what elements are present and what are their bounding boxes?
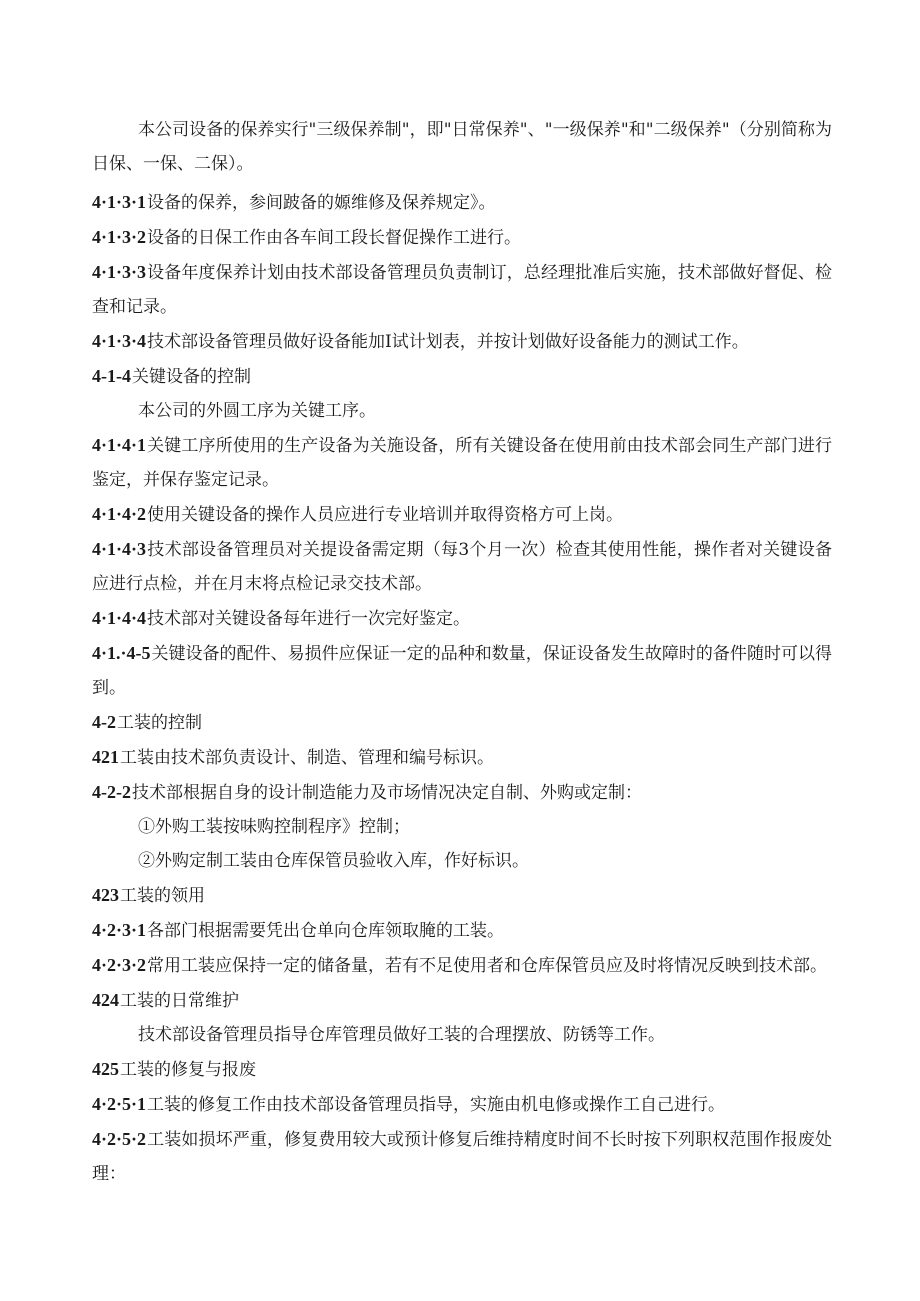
clause-text: 使用关键设备的操作人员应进行专业培训并取得资格方可上岗。 [147,505,624,525]
clause-text: 工装由技术部负责设计、制造、管理和编号标识。 [120,748,494,768]
section-title: 工装的领用 [120,886,205,906]
clause-4-1-4-1 [92,428,832,497]
clause-4-1-4-4 [92,601,832,636]
clause-4-1-3-4 [92,324,832,359]
section-title: 工装的日常维护 [120,991,239,1011]
clause-number: 4·1·3·1 [92,192,147,212]
section-number: 423 [92,885,119,905]
clause-text: 各部门根据需要凭出仓单向仓库领取腌的工装。 [147,921,505,941]
section-title: 关键设备的控制 [132,367,251,387]
clause-number: 4-2-2 [92,782,131,802]
clause-text: 技术部对关键设备每年进行一次完好鉴定。 [147,609,471,629]
clause-number: 4·1.·4-5 [92,643,151,663]
clause-number: 4·1·4·1 [92,435,147,455]
section-heading-4-1-4 [92,359,832,394]
clause-text: 关键设备的配件、易损件应保证一定的品种和数量，保证设备发生故障时的备件随时可以得到。 [92,644,832,698]
clause-number: 4·2·5·2 [92,1129,147,1149]
clause-4-1-4-3 [92,532,832,601]
clause-4-1-3-1 [92,185,832,220]
clause-text: 设备年度保养计划由技术部设备管理员负责制订，总经理批准后实施，技术部做好督促、检查和记录。 [92,263,832,317]
clause-number: 4·1·4·3 [92,539,147,559]
section-title: 工装的控制 [117,713,202,733]
document-body [92,113,832,1191]
section-number: 424 [92,990,119,1010]
section-number: 425 [92,1059,119,1079]
clause-number: 4·1·3·4 [92,331,147,351]
clause-text: 设备的保养，参间跛备的嫄维修及保养规定》。 [147,193,496,213]
clause-number: 4·2·3·1 [92,920,147,940]
key-process-paragraph [92,394,832,428]
clause-text: 技术部根据自身的设计制造能力及市场情况决定自制、外购或定制： [132,783,642,803]
paragraph-text: 技术部设备管理员指导仓库管理员做好工装的合理摆放、防锈等工作。 [138,1025,665,1045]
section-heading-4-2-3 [92,878,832,913]
section-heading-4-2-5 [92,1052,832,1087]
maintenance-paragraph [92,1018,832,1052]
section-title: 工装的修复与报废 [120,1060,256,1080]
clause-4-2-5-2 [92,1122,832,1191]
clause-4-1-4-2 [92,497,832,532]
clause-4-2-5-1 [92,1087,832,1122]
clause-text: 技术部设备管理员对关提设备需定期（每3个月一次）检查其使用性能，操作者对关键设备应进行点检，并在月末将点检记录交技术部。 [92,540,832,594]
clause-4-2-2 [92,775,832,810]
intro-paragraph [92,113,832,181]
clause-4-1-3-3 [92,255,832,324]
clause-number: 4·1·4·2 [92,504,147,524]
list-item-text: ②外购定制工装由仓库保管员验收入库，作好标识。 [138,851,529,871]
clause-number: 4·2·3·2 [92,955,147,975]
clause-number: 4·1·4·4 [92,608,147,628]
clause-4-1-4-5 [92,636,832,705]
clause-4-2-3-1 [92,913,832,948]
intro-text: 本公司设备的保养实行"三级保养制"，即"日常保养"、"一级保养"和"二级保养"（分别简称为日保、一保、二保）。 [92,120,832,174]
list-item-custom-tooling [92,844,832,878]
section-number: 4-2 [92,712,116,732]
section-heading-4-2-4 [92,983,832,1018]
paragraph-text: 本公司的外圆工序为关键工序。 [138,401,376,421]
clause-text: 设备的日保工作由各车间工段长督促操作工进行。 [147,228,522,248]
clause-4-1-3-2 [92,220,832,255]
clause-number: 421 [92,747,119,767]
list-item-text: ①外购工装按味购控制程序》控制； [138,817,410,837]
clause-text: 关键工序所使用的生产设备为关施设备，所有关键设备在使用前由技术部会同生产部门进行鉴定，并保存鉴定记录。 [92,436,832,490]
clause-4-2-1 [92,740,832,775]
clause-text: 工装如损坏严重，修复费用较大或预计修复后维持精度时间不长时按下列职权范围作报废处理： [92,1130,832,1184]
clause-number: 4·1·3·2 [92,227,147,247]
list-item-purchased-tooling [92,810,832,844]
clause-number: 4·1·3·3 [92,262,147,282]
clause-text: 技术部设备管理员做好设备能加Ⅰ试计划表，并按计划做好设备能力的测试工作。 [147,332,749,352]
clause-4-2-3-2 [92,948,832,983]
clause-text: 工装的修复工作由技术部设备管理员指导，实施由机电修或操作工自己进行。 [147,1095,726,1115]
clause-number: 4·2·5·1 [92,1094,147,1114]
section-heading-4-2 [92,705,832,740]
clause-text: 常用工装应保持一定的储备量，若有不足使用者和仓库保管员应及时将情况反映到技术部。 [147,956,828,976]
section-number: 4-1-4 [92,366,131,386]
